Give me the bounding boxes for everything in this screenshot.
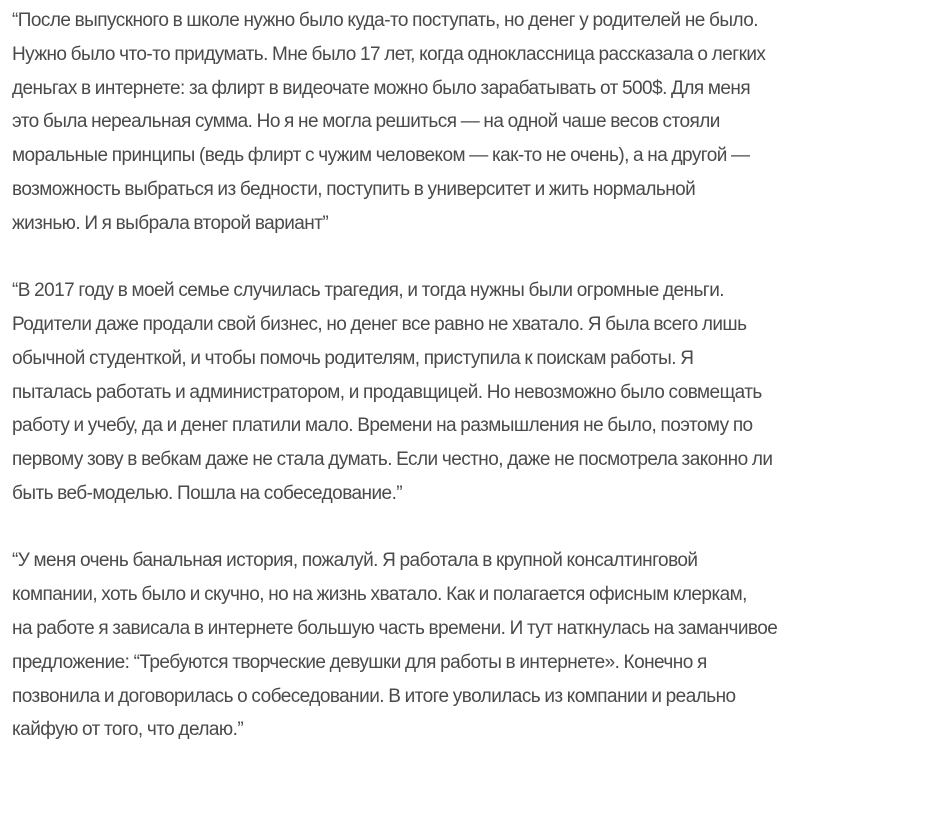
text-line: компании, хоть было и скучно, но на жизнь хватало. Как и полагается офисным клеркам,	[12, 584, 747, 606]
text-line: позвонила и договорилась о собеседовании. В итоге уволилась из компании и реально	[12, 685, 736, 707]
text-line: кайфую от того, что делаю.”	[12, 719, 244, 741]
text-line: на работе я зависала в интернете большую часть времени. И тут наткнулась на заманчивое	[12, 617, 778, 639]
quote-paragraph-2	[12, 274, 924, 511]
text-line: работу и учебу, да и денег платили мало. Времени на размышления не было, поэтому по	[12, 415, 753, 437]
text-line: деньгах в интернете: за флирт в видеочате можно было зарабатывать от 500$. Для меня	[12, 77, 751, 99]
text-line: Нужно было что-то придумать. Мне было 17 лет, когда одноклассница рассказала о легких	[12, 43, 766, 65]
text-line: это была нереальная сумма. Но я не могла решиться — на одной чаше весов стояли	[12, 111, 720, 133]
text-line: жизнью. И я выбрала второй вариант”	[12, 212, 329, 234]
text-line: предложение: “Требуются творческие девушки для работы в интернете». Конечно я	[12, 651, 707, 673]
quote-paragraph-1	[12, 4, 924, 241]
text-line: “После выпускного в школе нужно было куда-то поступать, но денег у родителей не было.	[12, 10, 758, 31]
text-line: первому зову в вебкам даже не стала думать. Если честно, даже не посмотрела законно ли	[12, 449, 773, 471]
text-line: “В 2017 году в моей семье случилась трагедия, и тогда нужны были огромные деньги.	[12, 280, 724, 302]
quote-paragraph-3	[12, 544, 924, 747]
text-line: возможность выбраться из бедности, поступить в университет и жить нормальной	[12, 178, 696, 200]
text-line: моральные принципы (ведь флирт с чужим человеком — как-то не очень), а на другой —	[12, 145, 750, 167]
text-line: быть веб-моделью. Пошла на собеседование.”	[12, 482, 403, 504]
text-line: обычной студенткой, и чтобы помочь родителям, приступила к поискам работы. Я	[12, 347, 694, 369]
article-body	[12, 4, 924, 747]
text-line: Родители даже продали свой бизнес, но денег все равно не хватало. Я была всего лишь	[12, 313, 747, 335]
text-line: “У меня очень банальная история, пожалуй. Я работала в крупной консалтинговой	[12, 550, 698, 572]
text-line: пыталась работать и администратором, и продавщицей. Но невозможно было совмещать	[12, 381, 762, 403]
